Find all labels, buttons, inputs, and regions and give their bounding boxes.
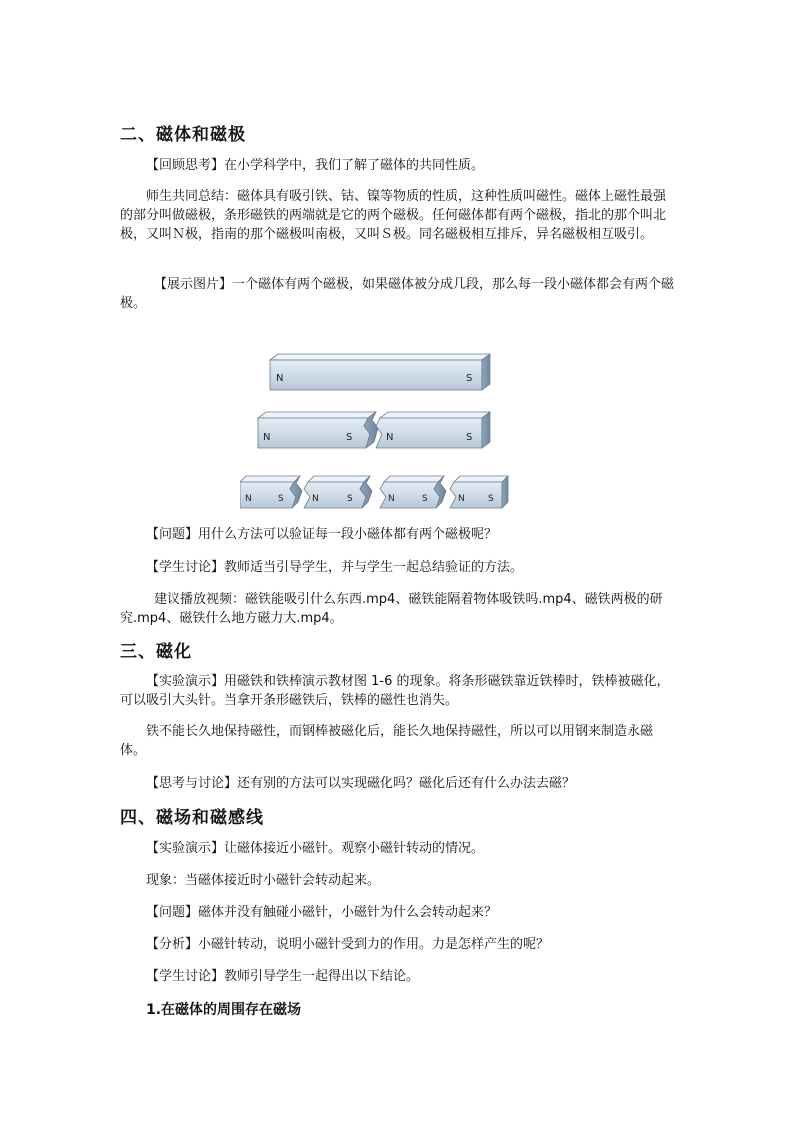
half-magnet-right: [376, 412, 490, 448]
pole-label-s: S: [347, 494, 353, 504]
paragraph-show-image: 【展示图片】一个磁体有两个磁极，如果磁体被分成几段，那么每一段小磁体都会有两个磁极。: [120, 277, 675, 311]
pole-label-n: N: [386, 432, 394, 443]
subheading-magnetic-field-exists: 1.在磁体的周围存在磁场: [146, 1002, 302, 1018]
paragraph-question-needle: 【问题】磁体并没有触碰小磁针，小磁针为什么会转动起来？: [146, 905, 498, 920]
quarter-magnet-1: [240, 476, 302, 508]
bar-magnet-figure: [240, 352, 520, 514]
pole-label-s: S: [422, 494, 428, 504]
paragraph-discuss-conclusion: 【学生讨论】教师引导学生一起得出以下结论。: [146, 969, 420, 984]
half-magnet-left: [258, 412, 378, 448]
pole-label-s: S: [466, 373, 473, 384]
pole-label-n: N: [312, 494, 319, 504]
paragraph-question-poles: 【问题】用什么方法可以验证每一段小磁体都有两个磁极呢？: [146, 527, 498, 542]
pole-label-s: S: [488, 494, 494, 504]
paragraph-iron-steel: 铁不能长久地保持磁性，而钢棒被磁化后，能长久地保持磁性，所以可以用钢来制造永磁体。: [120, 724, 654, 758]
pole-label-s: S: [346, 432, 353, 443]
paragraph-review: 【回顾思考】在小学科学中，我们了解了磁体的共同性质。: [146, 158, 485, 173]
paragraph-summary: 师生共同总结：磁体具有吸引铁、钴、镍等物质的性质，这种性质叫磁性。磁体上磁性最强的部分叫做磁极，条形磁铁的两端就是它的两个磁极。任何磁体都有两个磁极，指北的那个叫北极，又叫Ｎ极，指南的那个磁极叫南极，又叫Ｓ极。同名磁极相互排斥，异名磁极相互吸引。: [120, 189, 667, 242]
paragraph-phenomenon: 现象：当磁体接近时小磁针会转动起来。: [146, 873, 381, 888]
section-heading-magnet-poles: 二、磁体和磁极: [120, 125, 246, 145]
paragraph-demo-magnetization: 【实验演示】用磁铁和铁棒演示教材图 1-6 的现象。将条形磁铁靠近铁棒时，铁棒被磁化，可以吸引大头针。当拿开条形磁铁后，铁棒的磁性也消失。: [120, 674, 670, 708]
paragraph-think-discuss: 【思考与讨论】还有别的方法可以实现磁化吗？磁化后还有什么办法去磁？: [146, 776, 576, 791]
whole-magnet: [270, 354, 490, 390]
section-heading-magnetization: 三、磁化: [120, 642, 192, 662]
pole-label-n: N: [388, 494, 395, 504]
quarter-magnet-3: [380, 476, 446, 508]
quarter-magnet-4: [450, 476, 508, 508]
paragraph-discuss-poles: 【学生讨论】教师适当引导学生，并与学生一起总结验证的方法。: [146, 560, 524, 575]
pole-label-n: N: [458, 494, 465, 504]
pole-label-n: N: [263, 432, 271, 443]
paragraph-demo-needle: 【实验演示】让磁体接近小磁针。观察小磁针转动的情况。: [146, 841, 485, 856]
section-heading-magnetic-field: 四、磁场和磁感线: [120, 808, 264, 828]
paragraph-video-suggestion: 建议播放视频：磁铁能吸引什么东西.mp4、磁铁能隔着物体吸铁吗.mp4、磁铁两极的研究.mp4、磁铁什么地方磁力大.mp4。: [120, 592, 663, 626]
quarter-magnet-2: [304, 476, 372, 508]
pole-label-n: N: [276, 373, 284, 384]
pole-label-s: S: [278, 494, 284, 504]
paragraph-analysis: 【分析】小磁针转动，说明小磁针受到力的作用。力是怎样产生的呢？: [146, 937, 550, 952]
pole-label-n: N: [245, 494, 252, 504]
pole-label-s: S: [466, 432, 473, 443]
